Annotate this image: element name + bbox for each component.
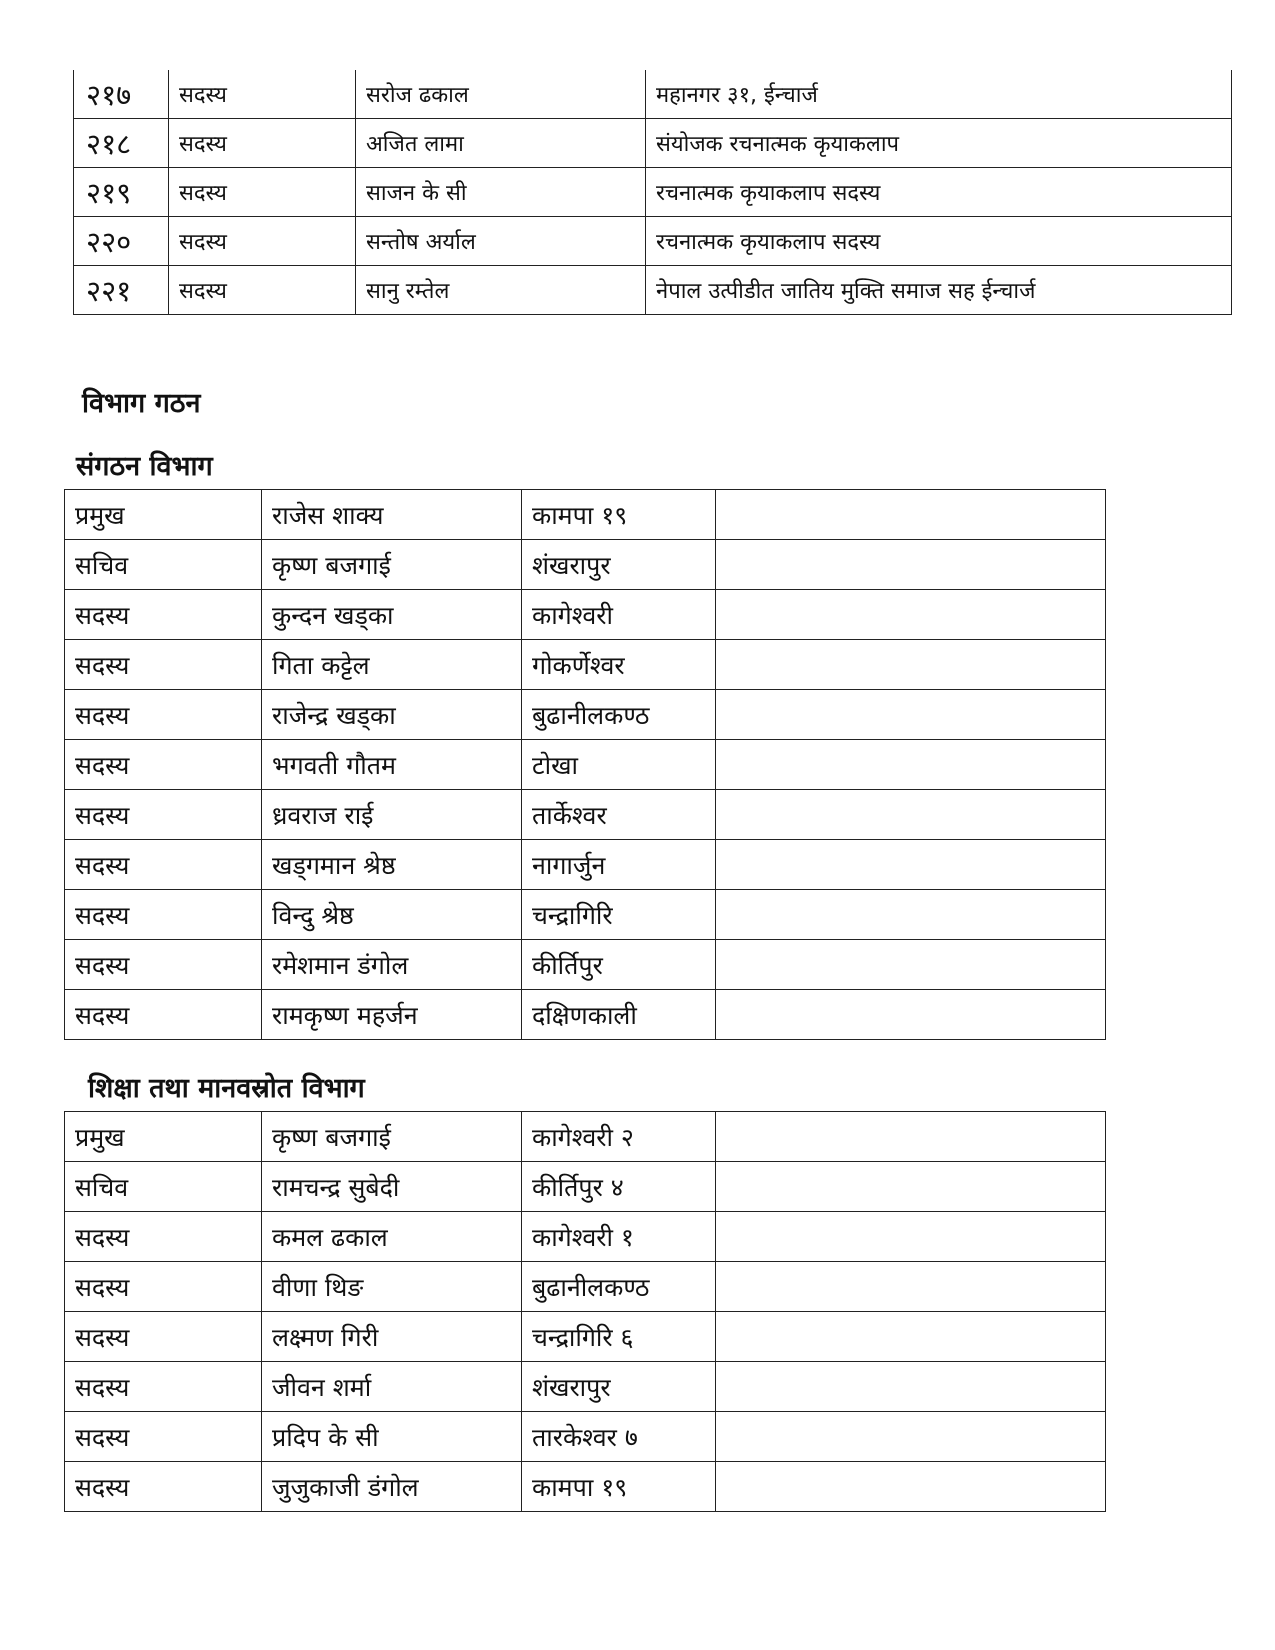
cell-role: सदस्य — [65, 840, 262, 890]
section-heading-shiksha: शिक्षा तथा मानवस्रोत विभाग — [88, 1073, 365, 1104]
cell-extra — [716, 940, 1106, 990]
cell-no: २१७ — [74, 70, 169, 119]
table-row — [65, 1162, 1106, 1212]
cell-place: कागेश्वरी १ — [522, 1212, 716, 1262]
cell-name: सन्तोष अर्याल — [356, 217, 646, 266]
table-row — [65, 1212, 1106, 1262]
cell-role: सदस्य — [65, 1262, 262, 1312]
cell-extra — [716, 1412, 1106, 1462]
cell-place: कामपा १९ — [522, 1462, 716, 1512]
cell-role: सदस्य — [65, 1212, 262, 1262]
cell-place: कीर्तिपुर — [522, 940, 716, 990]
cell-role: सदस्य — [65, 590, 262, 640]
table-row — [65, 990, 1106, 1040]
cell-role: प्रमुख — [65, 1112, 262, 1162]
table-row — [65, 490, 1106, 540]
cell-name: गिता कट्टेल — [262, 640, 522, 690]
table-row — [74, 266, 1232, 315]
cell-place: शंखरापुर — [522, 1362, 716, 1412]
table-row — [65, 640, 1106, 690]
cell-role: सदस्य — [65, 990, 262, 1040]
cell-extra — [716, 1162, 1106, 1212]
cell-place: बुढानीलकण्ठ — [522, 1262, 716, 1312]
cell-role: सदस्य — [65, 1462, 262, 1512]
table-row — [65, 790, 1106, 840]
table-row — [65, 1312, 1106, 1362]
cell-name: राजेन्द्र खड्का — [262, 690, 522, 740]
section-heading-sangathan: संगठन विभाग — [76, 451, 213, 482]
cell-role: सचिव — [65, 1162, 262, 1212]
cell-role: सदस्य — [65, 940, 262, 990]
sangathan-table — [64, 489, 1106, 1040]
cell-role: सदस्य — [65, 690, 262, 740]
cell-remark: रचनात्मक कृयाकलाप सदस्य — [646, 217, 1232, 266]
cell-role: सदस्य — [169, 266, 356, 315]
cell-remark: महानगर ३१, ईन्चार्ज — [646, 70, 1232, 119]
table-row — [65, 590, 1106, 640]
cell-extra — [716, 890, 1106, 940]
cell-extra — [716, 490, 1106, 540]
cell-name: सानु रम्तेल — [356, 266, 646, 315]
cell-no: २१८ — [74, 119, 169, 168]
cell-no: २२१ — [74, 266, 169, 315]
cell-place: शंखरापुर — [522, 540, 716, 590]
cell-extra — [716, 1212, 1106, 1262]
cell-name: खड्गमान श्रेष्ठ — [262, 840, 522, 890]
table-row — [65, 1462, 1106, 1512]
cell-role: सदस्य — [65, 640, 262, 690]
cell-place: कागेश्वरी — [522, 590, 716, 640]
cell-name: रामचन्द्र सुबेदी — [262, 1162, 522, 1212]
cell-extra — [716, 840, 1106, 890]
cell-role: सदस्य — [65, 790, 262, 840]
cell-role: सदस्य — [169, 217, 356, 266]
cell-name: विन्दु श्रेष्ठ — [262, 890, 522, 940]
cell-place: चन्द्रागिरि — [522, 890, 716, 940]
cell-name: रमेशमान डंगोल — [262, 940, 522, 990]
cell-no: २२० — [74, 217, 169, 266]
cell-extra — [716, 1362, 1106, 1412]
table-row — [65, 690, 1106, 740]
cell-name: वीणा थिङ — [262, 1262, 522, 1312]
table-row — [65, 890, 1106, 940]
cell-extra — [716, 740, 1106, 790]
cell-place: दक्षिणकाली — [522, 990, 716, 1040]
cell-place: नागार्जुन — [522, 840, 716, 890]
cell-name: कृष्ण बजगाई — [262, 540, 522, 590]
table-row — [65, 1412, 1106, 1462]
cell-role: सदस्य — [65, 740, 262, 790]
cell-name: सरोज ढकाल — [356, 70, 646, 119]
cell-name: अजित लामा — [356, 119, 646, 168]
cell-extra — [716, 1112, 1106, 1162]
cell-extra — [716, 990, 1106, 1040]
table-row — [74, 217, 1232, 266]
cell-extra — [716, 790, 1106, 840]
cell-extra — [716, 690, 1106, 740]
cell-role: सदस्य — [65, 1412, 262, 1462]
cell-name: राजेस शाक्य — [262, 490, 522, 540]
cell-place: चन्द्रागिरि ६ — [522, 1312, 716, 1362]
cell-remark: संयोजक रचनात्मक कृयाकलाप — [646, 119, 1232, 168]
cell-name: प्रदिप के सी — [262, 1412, 522, 1462]
cell-name: जुजुकाजी डंगोल — [262, 1462, 522, 1512]
cell-name: जीवन शर्मा — [262, 1362, 522, 1412]
section-heading-vibhag-gathan: विभाग गठन — [82, 388, 201, 419]
cell-role: सचिव — [65, 540, 262, 590]
cell-extra — [716, 640, 1106, 690]
cell-name: कृष्ण बजगाई — [262, 1112, 522, 1162]
cell-role: सदस्य — [169, 119, 356, 168]
cell-place: गोकर्णेश्वर — [522, 640, 716, 690]
cell-extra — [716, 540, 1106, 590]
table-row — [74, 168, 1232, 217]
table-row — [65, 540, 1106, 590]
cell-place: कीर्तिपुर ४ — [522, 1162, 716, 1212]
cell-extra — [716, 1462, 1106, 1512]
shiksha-table — [64, 1111, 1106, 1512]
cell-name: साजन के सी — [356, 168, 646, 217]
cell-role: सदस्य — [169, 70, 356, 119]
cell-role: प्रमुख — [65, 490, 262, 540]
cell-name: भगवती गौतम — [262, 740, 522, 790]
table-row — [74, 119, 1232, 168]
table-row — [65, 740, 1106, 790]
table-row — [74, 70, 1232, 119]
cell-extra — [716, 590, 1106, 640]
cell-place: बुढानीलकण्ठ — [522, 690, 716, 740]
committee-table — [73, 70, 1232, 315]
cell-name: कुन्दन खड्का — [262, 590, 522, 640]
table-row — [65, 840, 1106, 890]
cell-name: कमल ढकाल — [262, 1212, 522, 1262]
cell-no: २१९ — [74, 168, 169, 217]
cell-name: ध्रवराज राई — [262, 790, 522, 840]
cell-role: सदस्य — [65, 1362, 262, 1412]
table-row — [65, 1112, 1106, 1162]
cell-place: टोखा — [522, 740, 716, 790]
cell-extra — [716, 1262, 1106, 1312]
cell-name: रामकृष्ण महर्जन — [262, 990, 522, 1040]
cell-role: सदस्य — [65, 1312, 262, 1362]
cell-name: लक्ष्मण गिरी — [262, 1312, 522, 1362]
cell-place: तार्केश्वर — [522, 790, 716, 840]
cell-place: तारकेश्वर ७ — [522, 1412, 716, 1462]
cell-remark: नेपाल उत्पीडीत जातिय मुक्ति समाज सह ईन्चार्ज — [646, 266, 1232, 315]
table-row — [65, 1362, 1106, 1412]
cell-role: सदस्य — [169, 168, 356, 217]
cell-role: सदस्य — [65, 890, 262, 940]
cell-place: कामपा १९ — [522, 490, 716, 540]
cell-place: कागेश्वरी २ — [522, 1112, 716, 1162]
cell-remark: रचनात्मक कृयाकलाप सदस्य — [646, 168, 1232, 217]
table-row — [65, 1262, 1106, 1312]
table-row — [65, 940, 1106, 990]
cell-extra — [716, 1312, 1106, 1362]
